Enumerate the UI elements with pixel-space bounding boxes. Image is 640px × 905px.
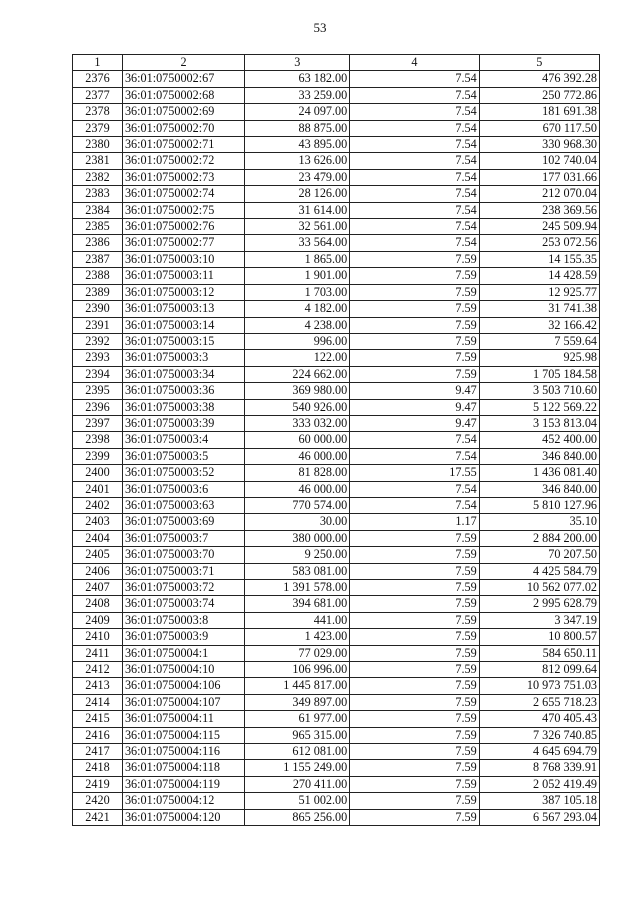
table-row	[73, 432, 600, 448]
area-cell: 1 155 249.00	[245, 760, 350, 776]
rate-cell: 7.59	[350, 662, 479, 678]
area-cell: 81 828.00	[245, 465, 350, 481]
table-row	[73, 202, 600, 218]
rate-cell: 17.55	[350, 465, 479, 481]
area-cell: 51 002.00	[245, 793, 350, 809]
rate-cell: 7.54	[350, 87, 479, 103]
rate-cell: 7.54	[350, 71, 479, 87]
cadastral-number-cell: 36:01:0750003:70	[122, 547, 244, 563]
value-cell: 387 105.18	[479, 793, 599, 809]
table-row	[73, 87, 600, 103]
table-row	[73, 580, 600, 596]
rate-cell: 7.54	[350, 186, 479, 202]
table-row	[73, 268, 600, 284]
rate-cell: 7.54	[350, 235, 479, 251]
value-cell: 4 645 694.79	[479, 744, 599, 760]
rate-cell: 7.54	[350, 219, 479, 235]
cadastral-number-cell: 36:01:0750002:67	[122, 71, 244, 87]
cadastral-number-cell: 36:01:0750002:71	[122, 137, 244, 153]
cadastral-number-cell: 36:01:0750003:12	[122, 284, 244, 300]
cadastral-number-cell: 36:01:0750002:76	[122, 219, 244, 235]
area-cell: 122.00	[245, 350, 350, 366]
value-cell: 245 509.94	[479, 219, 599, 235]
area-cell: 63 182.00	[245, 71, 350, 87]
area-cell: 4 238.00	[245, 317, 350, 333]
area-cell: 1 865.00	[245, 251, 350, 267]
cadastral-number-cell: 36:01:0750003:52	[122, 465, 244, 481]
value-cell: 2 884 200.00	[479, 530, 599, 546]
area-cell: 441.00	[245, 612, 350, 628]
value-cell: 10 800.57	[479, 629, 599, 645]
row-number-cell: 2395	[73, 383, 123, 399]
area-cell: 270 411.00	[245, 776, 350, 792]
area-cell: 13 626.00	[245, 153, 350, 169]
rate-cell: 7.59	[350, 678, 479, 694]
cadastral-number-cell: 36:01:0750003:34	[122, 366, 244, 382]
rate-cell: 7.59	[350, 727, 479, 743]
area-cell: 30.00	[245, 514, 350, 530]
table-row	[73, 514, 600, 530]
table-row	[73, 596, 600, 612]
row-number-cell: 2404	[73, 530, 123, 546]
value-cell: 32 166.42	[479, 317, 599, 333]
value-cell: 470 405.43	[479, 711, 599, 727]
rate-cell: 7.54	[350, 104, 479, 120]
value-cell: 6 567 293.04	[479, 809, 599, 825]
table-row	[73, 104, 600, 120]
cadastral-number-cell: 36:01:0750004:118	[122, 760, 244, 776]
cadastral-number-cell: 36:01:0750002:69	[122, 104, 244, 120]
cadastral-number-cell: 36:01:0750002:75	[122, 202, 244, 218]
header-cell-4: 4	[350, 55, 479, 71]
cadastral-number-cell: 36:01:0750002:74	[122, 186, 244, 202]
area-cell: 32 561.00	[245, 219, 350, 235]
rate-cell: 7.59	[350, 366, 479, 382]
area-cell: 1 901.00	[245, 268, 350, 284]
cadastral-number-cell: 36:01:0750003:14	[122, 317, 244, 333]
value-cell: 5 122 569.22	[479, 399, 599, 415]
rate-cell: 7.59	[350, 744, 479, 760]
rate-cell: 7.59	[350, 317, 479, 333]
table-row	[73, 284, 600, 300]
area-cell: 43 895.00	[245, 137, 350, 153]
rate-cell: 7.59	[350, 563, 479, 579]
header-cell-2: 2	[122, 55, 244, 71]
area-cell: 865 256.00	[245, 809, 350, 825]
cadastral-number-cell: 36:01:0750003:74	[122, 596, 244, 612]
table-header	[73, 55, 600, 71]
area-cell: 88 875.00	[245, 120, 350, 136]
table-row	[73, 530, 600, 546]
table-row	[73, 350, 600, 366]
row-number-cell: 2403	[73, 514, 123, 530]
rate-cell: 7.59	[350, 251, 479, 267]
value-cell: 3 347.19	[479, 612, 599, 628]
rate-cell: 7.54	[350, 120, 479, 136]
rate-cell: 7.59	[350, 776, 479, 792]
rate-cell: 7.59	[350, 333, 479, 349]
cadastral-number-cell: 36:01:0750004:119	[122, 776, 244, 792]
row-number-cell: 2387	[73, 251, 123, 267]
table-row	[73, 497, 600, 513]
cadastral-number-cell: 36:01:0750003:15	[122, 333, 244, 349]
value-cell: 14 428.59	[479, 268, 599, 284]
row-number-cell: 2383	[73, 186, 123, 202]
rate-cell: 7.59	[350, 760, 479, 776]
cadastral-number-cell: 36:01:0750003:11	[122, 268, 244, 284]
rate-cell: 7.59	[350, 301, 479, 317]
cadastral-number-cell: 36:01:0750004:115	[122, 727, 244, 743]
value-cell: 584 650.11	[479, 645, 599, 661]
cadastral-number-cell: 36:01:0750004:107	[122, 694, 244, 710]
rate-cell: 7.59	[350, 530, 479, 546]
rate-cell: 7.59	[350, 694, 479, 710]
value-cell: 812 099.64	[479, 662, 599, 678]
row-number-cell: 2420	[73, 793, 123, 809]
row-number-cell: 2400	[73, 465, 123, 481]
header-row	[73, 55, 600, 71]
table-row	[73, 662, 600, 678]
row-number-cell: 2389	[73, 284, 123, 300]
rate-cell: 7.59	[350, 612, 479, 628]
table-row	[73, 366, 600, 382]
row-number-cell: 2386	[73, 235, 123, 251]
table-row	[73, 547, 600, 563]
cadastral-number-cell: 36:01:0750003:9	[122, 629, 244, 645]
row-number-cell: 2416	[73, 727, 123, 743]
area-cell: 33 564.00	[245, 235, 350, 251]
rate-cell: 7.54	[350, 497, 479, 513]
table-row	[73, 153, 600, 169]
area-cell: 28 126.00	[245, 186, 350, 202]
area-cell: 1 445 817.00	[245, 678, 350, 694]
row-number-cell: 2382	[73, 169, 123, 185]
area-cell: 583 081.00	[245, 563, 350, 579]
table-row	[73, 71, 600, 87]
table-row	[73, 744, 600, 760]
row-number-cell: 2385	[73, 219, 123, 235]
table-row	[73, 415, 600, 431]
rate-cell: 9.47	[350, 383, 479, 399]
table-row	[73, 465, 600, 481]
area-cell: 1 423.00	[245, 629, 350, 645]
table-row	[73, 711, 600, 727]
table-row	[73, 448, 600, 464]
area-cell: 106 996.00	[245, 662, 350, 678]
area-cell: 1 703.00	[245, 284, 350, 300]
value-cell: 35.10	[479, 514, 599, 530]
area-cell: 31 614.00	[245, 202, 350, 218]
value-cell: 4 425 584.79	[479, 563, 599, 579]
row-number-cell: 2376	[73, 71, 123, 87]
cadastral-number-cell: 36:01:0750002:70	[122, 120, 244, 136]
area-cell: 61 977.00	[245, 711, 350, 727]
row-number-cell: 2398	[73, 432, 123, 448]
row-number-cell: 2409	[73, 612, 123, 628]
table-row	[73, 645, 600, 661]
area-cell: 23 479.00	[245, 169, 350, 185]
rate-cell: 9.47	[350, 415, 479, 431]
value-cell: 330 968.30	[479, 137, 599, 153]
value-cell: 31 741.38	[479, 301, 599, 317]
cadastral-number-cell: 36:01:0750002:77	[122, 235, 244, 251]
cadastral-number-cell: 36:01:0750003:36	[122, 383, 244, 399]
value-cell: 14 155.35	[479, 251, 599, 267]
rate-cell: 1.17	[350, 514, 479, 530]
rate-cell: 7.54	[350, 481, 479, 497]
value-cell: 10 973 751.03	[479, 678, 599, 694]
cadastral-number-cell: 36:01:0750002:73	[122, 169, 244, 185]
area-cell: 369 980.00	[245, 383, 350, 399]
cadastral-number-cell: 36:01:0750003:3	[122, 350, 244, 366]
rate-cell: 7.54	[350, 202, 479, 218]
row-number-cell: 2393	[73, 350, 123, 366]
row-number-cell: 2411	[73, 645, 123, 661]
value-cell: 8 768 339.91	[479, 760, 599, 776]
table-row	[73, 383, 600, 399]
row-number-cell: 2418	[73, 760, 123, 776]
value-cell: 102 740.04	[479, 153, 599, 169]
area-cell: 770 574.00	[245, 497, 350, 513]
table-row	[73, 678, 600, 694]
area-cell: 540 926.00	[245, 399, 350, 415]
value-cell: 5 810 127.96	[479, 497, 599, 513]
header-cell-3: 3	[245, 55, 350, 71]
area-cell: 24 097.00	[245, 104, 350, 120]
area-cell: 996.00	[245, 333, 350, 349]
table-row	[73, 629, 600, 645]
row-number-cell: 2413	[73, 678, 123, 694]
header-cell-1: 1	[73, 55, 123, 71]
cadastral-number-cell: 36:01:0750004:12	[122, 793, 244, 809]
table-row	[73, 612, 600, 628]
data-table	[72, 54, 600, 826]
row-number-cell: 2392	[73, 333, 123, 349]
cadastral-number-cell: 36:01:0750003:63	[122, 497, 244, 513]
area-cell: 380 000.00	[245, 530, 350, 546]
table-row	[73, 760, 600, 776]
value-cell: 238 369.56	[479, 202, 599, 218]
rate-cell: 7.59	[350, 711, 479, 727]
area-cell: 333 032.00	[245, 415, 350, 431]
table-row	[73, 399, 600, 415]
table-row	[73, 333, 600, 349]
value-cell: 3 503 710.60	[479, 383, 599, 399]
row-number-cell: 2390	[73, 301, 123, 317]
value-cell: 212 070.04	[479, 186, 599, 202]
value-cell: 2 655 718.23	[479, 694, 599, 710]
cadastral-number-cell: 36:01:0750003:71	[122, 563, 244, 579]
row-number-cell: 2399	[73, 448, 123, 464]
rate-cell: 9.47	[350, 399, 479, 415]
value-cell: 253 072.56	[479, 235, 599, 251]
value-cell: 181 691.38	[479, 104, 599, 120]
value-cell: 1 436 081.40	[479, 465, 599, 481]
row-number-cell: 2407	[73, 580, 123, 596]
table-row	[73, 251, 600, 267]
cadastral-number-cell: 36:01:0750004:10	[122, 662, 244, 678]
table-row	[73, 809, 600, 825]
row-number-cell: 2378	[73, 104, 123, 120]
table-row	[73, 169, 600, 185]
row-number-cell: 2421	[73, 809, 123, 825]
row-number-cell: 2408	[73, 596, 123, 612]
value-cell: 10 562 077.02	[479, 580, 599, 596]
table-row	[73, 694, 600, 710]
cadastral-number-cell: 36:01:0750004:116	[122, 744, 244, 760]
row-number-cell: 2419	[73, 776, 123, 792]
value-cell: 7 559.64	[479, 333, 599, 349]
cadastral-number-cell: 36:01:0750003:10	[122, 251, 244, 267]
row-number-cell: 2410	[73, 629, 123, 645]
table-row	[73, 481, 600, 497]
table-row	[73, 317, 600, 333]
row-number-cell: 2377	[73, 87, 123, 103]
area-cell: 60 000.00	[245, 432, 350, 448]
cadastral-number-cell: 36:01:0750004:11	[122, 711, 244, 727]
cadastral-number-cell: 36:01:0750002:68	[122, 87, 244, 103]
area-cell: 394 681.00	[245, 596, 350, 612]
row-number-cell: 2379	[73, 120, 123, 136]
table-row	[73, 186, 600, 202]
row-number-cell: 2384	[73, 202, 123, 218]
table-row	[73, 563, 600, 579]
row-number-cell: 2406	[73, 563, 123, 579]
area-cell: 46 000.00	[245, 481, 350, 497]
value-cell: 476 392.28	[479, 71, 599, 87]
value-cell: 925.98	[479, 350, 599, 366]
value-cell: 346 840.00	[479, 481, 599, 497]
cadastral-number-cell: 36:01:0750004:106	[122, 678, 244, 694]
area-cell: 349 897.00	[245, 694, 350, 710]
rate-cell: 7.59	[350, 547, 479, 563]
value-cell: 12 925.77	[479, 284, 599, 300]
value-cell: 346 840.00	[479, 448, 599, 464]
area-cell: 965 315.00	[245, 727, 350, 743]
area-cell: 33 259.00	[245, 87, 350, 103]
row-number-cell: 2391	[73, 317, 123, 333]
rate-cell: 7.59	[350, 284, 479, 300]
table-row	[73, 235, 600, 251]
cadastral-number-cell: 36:01:0750003:39	[122, 415, 244, 431]
rate-cell: 7.59	[350, 596, 479, 612]
rate-cell: 7.54	[350, 448, 479, 464]
value-cell: 250 772.86	[479, 87, 599, 103]
row-number-cell: 2380	[73, 137, 123, 153]
rate-cell: 7.59	[350, 645, 479, 661]
header-cell-5: 5	[479, 55, 599, 71]
value-cell: 7 326 740.85	[479, 727, 599, 743]
rate-cell: 7.54	[350, 137, 479, 153]
row-number-cell: 2405	[73, 547, 123, 563]
rate-cell: 7.54	[350, 432, 479, 448]
table-row	[73, 301, 600, 317]
rate-cell: 7.59	[350, 350, 479, 366]
rate-cell: 7.59	[350, 268, 479, 284]
page-number: 53	[313, 20, 327, 35]
rate-cell: 7.59	[350, 793, 479, 809]
cadastral-number-cell: 36:01:0750004:120	[122, 809, 244, 825]
rate-cell: 7.59	[350, 809, 479, 825]
value-cell: 452 400.00	[479, 432, 599, 448]
row-number-cell: 2402	[73, 497, 123, 513]
area-cell: 224 662.00	[245, 366, 350, 382]
cadastral-number-cell: 36:01:0750003:6	[122, 481, 244, 497]
row-number-cell: 2396	[73, 399, 123, 415]
cadastral-number-cell: 36:01:0750003:8	[122, 612, 244, 628]
cadastral-number-cell: 36:01:0750004:1	[122, 645, 244, 661]
rate-cell: 7.59	[350, 580, 479, 596]
cadastral-number-cell: 36:01:0750003:7	[122, 530, 244, 546]
cadastral-number-cell: 36:01:0750003:69	[122, 514, 244, 530]
area-cell: 9 250.00	[245, 547, 350, 563]
area-cell: 77 029.00	[245, 645, 350, 661]
value-cell: 1 705 184.58	[479, 366, 599, 382]
rate-cell: 7.54	[350, 169, 479, 185]
row-number-cell: 2401	[73, 481, 123, 497]
value-cell: 177 031.66	[479, 169, 599, 185]
rate-cell: 7.59	[350, 629, 479, 645]
cadastral-number-cell: 36:01:0750003:72	[122, 580, 244, 596]
row-number-cell: 2414	[73, 694, 123, 710]
value-cell: 670 117.50	[479, 120, 599, 136]
row-number-cell: 2397	[73, 415, 123, 431]
value-cell: 70 207.50	[479, 547, 599, 563]
value-cell: 3 153 813.04	[479, 415, 599, 431]
table-body	[73, 71, 600, 826]
value-cell: 2 995 628.79	[479, 596, 599, 612]
area-cell: 1 391 578.00	[245, 580, 350, 596]
value-cell: 2 052 419.49	[479, 776, 599, 792]
table-row	[73, 793, 600, 809]
rate-cell: 7.54	[350, 153, 479, 169]
area-cell: 4 182.00	[245, 301, 350, 317]
cadastral-number-cell: 36:01:0750003:38	[122, 399, 244, 415]
row-number-cell: 2381	[73, 153, 123, 169]
table-row	[73, 727, 600, 743]
row-number-cell: 2412	[73, 662, 123, 678]
area-cell: 46 000.00	[245, 448, 350, 464]
cadastral-number-cell: 36:01:0750003:5	[122, 448, 244, 464]
row-number-cell: 2394	[73, 366, 123, 382]
table-row	[73, 137, 600, 153]
cadastral-number-cell: 36:01:0750002:72	[122, 153, 244, 169]
cadastral-number-cell: 36:01:0750003:13	[122, 301, 244, 317]
row-number-cell: 2415	[73, 711, 123, 727]
row-number-cell: 2388	[73, 268, 123, 284]
table-row	[73, 219, 600, 235]
row-number-cell: 2417	[73, 744, 123, 760]
table-row	[73, 120, 600, 136]
table-row	[73, 776, 600, 792]
cadastral-number-cell: 36:01:0750003:4	[122, 432, 244, 448]
area-cell: 612 081.00	[245, 744, 350, 760]
